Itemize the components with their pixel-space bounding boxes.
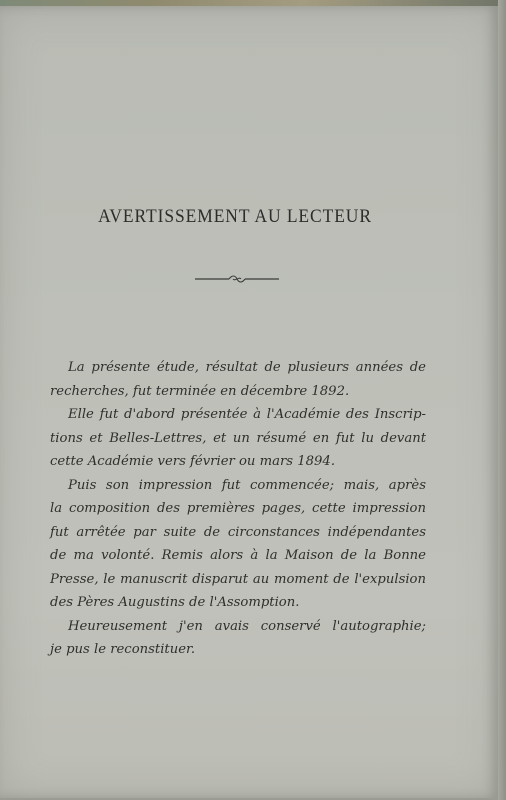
- text-line: Puis son impression fut commencée; mais, après: [68, 477, 426, 493]
- text-line: Elle fut d'abord présentée à l'Académie des Inscrip-: [68, 407, 426, 422]
- paragraph-3: [50, 474, 426, 615]
- notice-text: [50, 356, 426, 662]
- paragraph-2: [50, 403, 426, 474]
- text-line: je pus le reconstituer.: [50, 642, 196, 657]
- text-line: Presse, le manuscrit disparut au moment de l'expulsion: [50, 571, 426, 587]
- page-right-edge: [498, 0, 506, 800]
- text-line: tions et Belles-Lettres, et un résumé en fut lu devant: [50, 430, 426, 446]
- page-title: AVERTISSEMENT AU LECTEUR: [98, 206, 372, 227]
- text-line: la composition des premières pages, cette impression: [50, 501, 426, 516]
- text-line: fut arrêtée par suite de circonstances indépendantes: [50, 524, 426, 540]
- text-line: recherches, fut terminée en décembre 1892.: [50, 383, 350, 399]
- ornament-divider: [195, 272, 279, 286]
- text-line: Heureusement j'en avais conservé l'autographie;: [68, 618, 426, 634]
- paragraph-1: [50, 356, 426, 403]
- text-line: La présente étude, résultat de plusieurs années de: [68, 360, 426, 375]
- text-line: cette Académie vers février ou mars 1894.: [50, 454, 336, 469]
- text-line: de ma volonté. Remis alors à la Maison de la Bonne: [50, 548, 426, 563]
- text-line: des Pères Augustins de l'Assomption.: [50, 595, 300, 610]
- paragraph-4: [50, 615, 426, 662]
